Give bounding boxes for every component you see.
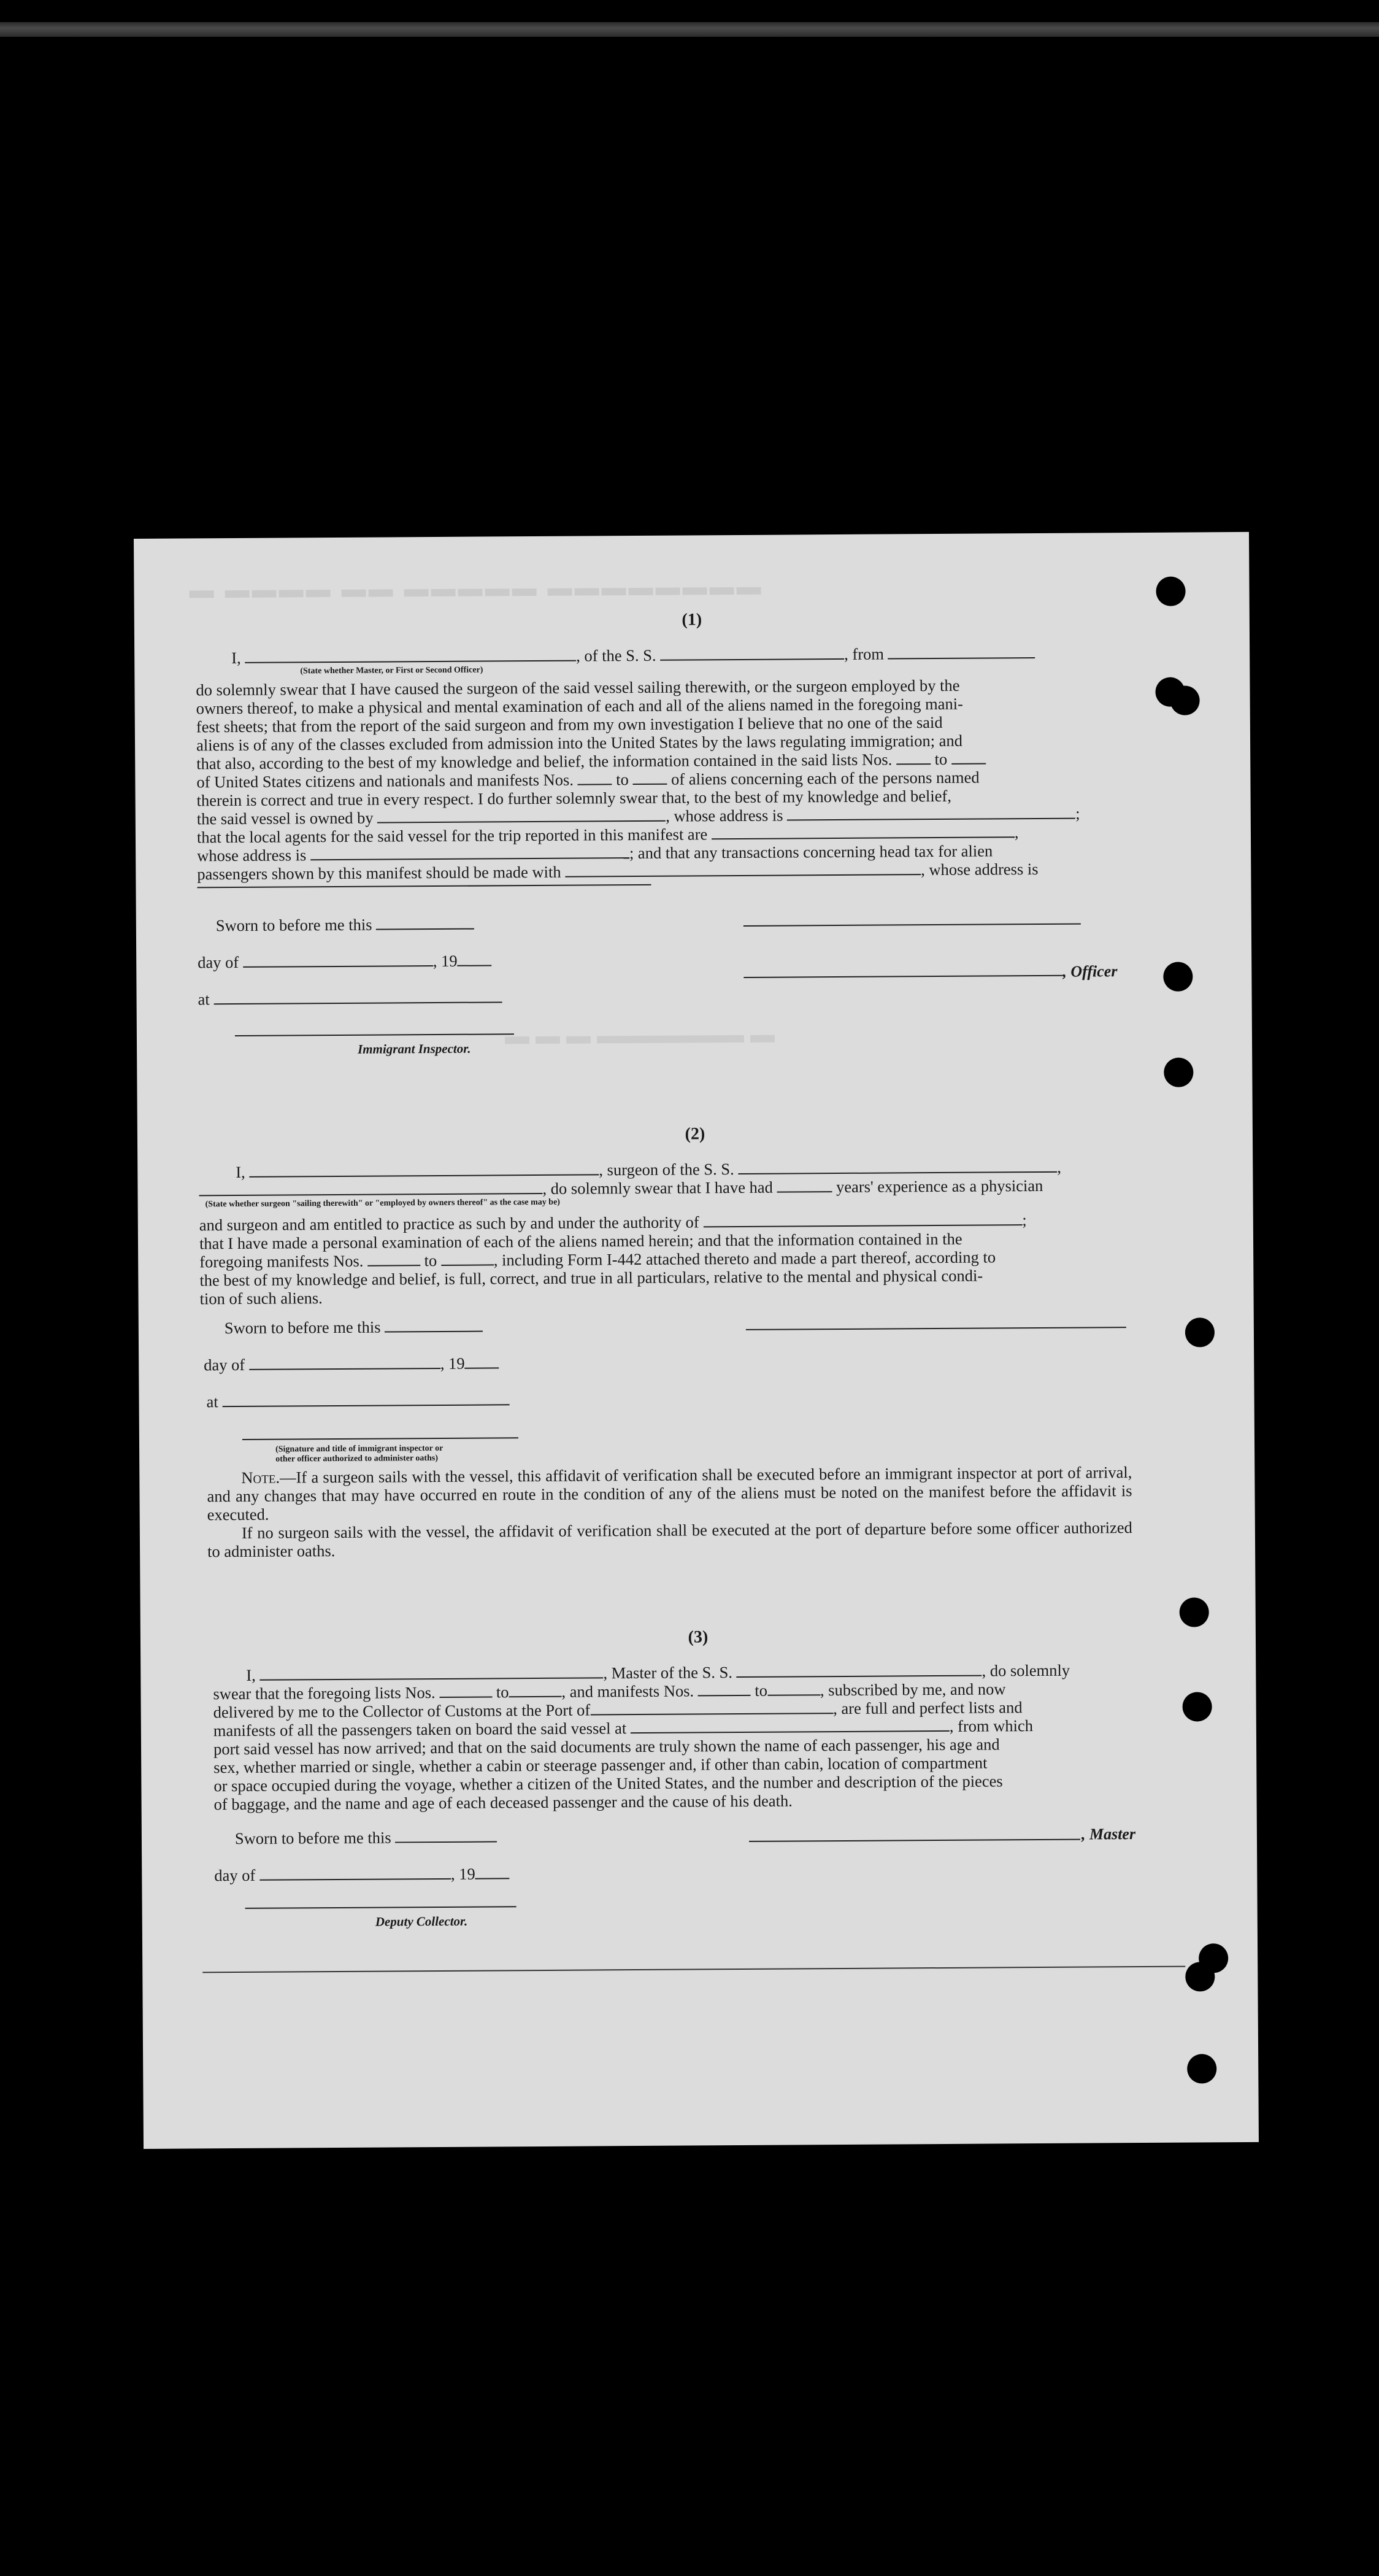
oath-body-line: owners thereof, to make a physical and mental examination of each and all of the aliens named in the foregoing mani- — [196, 694, 963, 718]
lists-to-field[interactable] — [509, 1683, 561, 1698]
at-place-field[interactable] — [222, 1390, 509, 1407]
authority-field[interactable] — [703, 1211, 1022, 1227]
note-text: .—If a surgeon sails with the vessel, this affidavit of verification shall be executed before an immigrant inspector at port of arrival, and any changes that may have occurred en route in the condition of any of the aliens must be noted on the manifest before the affidavit is executed. — [207, 1463, 1132, 1524]
officer-label: , Officer — [1062, 962, 1118, 981]
oath-body-line: fest sheets; that from the report of the said surgeon and from my own investigation I believe that no one of the said — [196, 712, 943, 736]
bleed-through-text: ▬ ▬▬▬▬ ▬▬ ▬▬▬▬▬ ▬▬▬▬▬▬▬▬ — [189, 572, 764, 604]
punch-hole — [1164, 1057, 1193, 1087]
section-number: (3) — [688, 1627, 709, 1647]
surgeon-signature-field[interactable] — [746, 1327, 1126, 1330]
manifests-from-field[interactable] — [698, 1681, 751, 1697]
note-label: Note — [241, 1468, 276, 1487]
agents-line: that the local agents for the said vessel for the trip reported in this manifest are , — [196, 823, 1019, 847]
month-field[interactable] — [259, 1865, 451, 1881]
inspector-label: Immigrant Inspector. — [358, 1041, 471, 1057]
sig-caption: (Signature and title of immigrant inspector or — [275, 1443, 444, 1454]
year-field[interactable] — [475, 1864, 510, 1879]
agents-address-field[interactable] — [310, 844, 629, 860]
surgeon-status-field[interactable] — [199, 1179, 542, 1196]
surgeon-body-line: the best of my knowledge and belief, is full, correct, and true in all particulars, relative to the mental and physical condi- — [199, 1266, 983, 1290]
note-text-2: If no surgeon sails with the vessel, the affidavit of verification shall be executed at the port of departure before some officer authorized to administer oaths. — [207, 1518, 1132, 1561]
punch-hole — [1183, 1692, 1212, 1721]
at-place-field[interactable] — [213, 988, 502, 1005]
master-label: , Master — [1081, 1825, 1136, 1843]
vessel-name-field[interactable] — [660, 645, 844, 661]
manifests-nos-line: of United States citizens and nationals and manifests Nos. to of aliens concerning each of the persons named — [196, 768, 980, 792]
port-field[interactable] — [590, 1699, 833, 1715]
at-line: at — [207, 1390, 510, 1411]
sworn-date-field[interactable] — [376, 915, 474, 930]
master-line-4: manifests of all the passengers taken on board the said vessel at , from which — [213, 1716, 1034, 1740]
master-line-2: swear that the foregoing lists Nos. to , and manifests Nos. to , subscribed by me, and now — [213, 1679, 1006, 1703]
master-body-line: of baggage, and the name and age of each deceased passenger and the cause of his death. — [213, 1791, 793, 1814]
officer-title-field[interactable] — [743, 975, 1062, 978]
surgeon-body-line: that I have made a personal examination of each of the aliens named herein; and that the information contained in the — [199, 1229, 962, 1253]
master-body-line: port said vessel has now arrived; and that on the said documents are truly shown the name of each passenger, his age and — [213, 1735, 1000, 1759]
month-field[interactable] — [249, 1354, 440, 1370]
master-signature-field[interactable] — [749, 1839, 1080, 1842]
manifest-nos-line: foregoing manifests Nos. to , including Form I-442 attached thereto and made a part thereof, according to — [199, 1248, 996, 1271]
surgeon-vessel-field[interactable] — [738, 1158, 1057, 1174]
lists-from-field[interactable] — [439, 1683, 492, 1698]
sworn-date-field[interactable] — [385, 1317, 483, 1333]
head-tax-party-field[interactable] — [565, 860, 921, 877]
officer-signature-field[interactable] — [743, 924, 1081, 927]
day-of-line: day of , 19 — [214, 1864, 510, 1884]
master-line-3: delivered by me to the Collector of Customs at the Port of , are full and perfect lists and — [213, 1698, 1023, 1722]
surgeon-status-caption: (State whether surgeon "sailing therewith" or "employed by owners thereof" as the case may be) — [205, 1197, 560, 1209]
surgeon-line-1: I, , surgeon of the S. S. , — [236, 1157, 1062, 1182]
punch-hole — [1185, 1317, 1215, 1347]
punch-hole — [1187, 2054, 1216, 2083]
years-experience-field[interactable] — [777, 1178, 832, 1193]
sworn-line: Sworn to before me this — [216, 915, 474, 935]
day-of-line: day of , 19 — [204, 1354, 499, 1374]
master-line-1: I, , Master of the S. S. , do solemnly — [246, 1660, 1070, 1684]
rank-caption: (State whether Master, or First or Second Officer) — [300, 665, 483, 676]
owner-field[interactable] — [377, 807, 666, 823]
head-tax-line: passengers shown by this manifest should be made with , whose address is — [197, 860, 1039, 884]
bleed-through-text-2: ▬ ▬ ▬ ▬▬▬▬▬▬ ▬ — [504, 1020, 775, 1050]
oath-line-1: I, , of the S. S. , from — [231, 643, 1115, 667]
lists-to-field[interactable] — [951, 750, 986, 765]
embark-port-field[interactable] — [631, 1717, 950, 1733]
year-field[interactable] — [457, 951, 491, 966]
surgeon-line-2: , do solemnly swear that I have had years' experience as a physician — [199, 1176, 1043, 1200]
name-field[interactable] — [245, 647, 576, 663]
deputy-signature-field[interactable] — [245, 1906, 517, 1909]
head-tax-address-field[interactable] — [197, 884, 651, 889]
manifests-from-field[interactable] — [577, 770, 612, 785]
manifests-to-field[interactable] — [767, 1681, 820, 1696]
punch-hole — [1170, 685, 1199, 715]
master-body-line: or space occupied during the voyage, whether a citizen of the United States, and the number and description of the pieces — [213, 1772, 1003, 1795]
film-edge — [0, 22, 1379, 37]
day-of-line: day of , 19 — [198, 951, 492, 971]
manifest-page — [134, 532, 1259, 2149]
owner-address-field[interactable] — [787, 804, 1075, 821]
master-body-line: sex, whether married or single, whether a cabin or steerage passenger and, if other than cabin, location of compartment — [213, 1753, 988, 1777]
master-vessel-field[interactable] — [736, 1662, 981, 1678]
from-port-field[interactable] — [888, 644, 1035, 659]
section-number: (1) — [682, 610, 702, 630]
punch-hole — [1163, 962, 1193, 991]
lists-nos-line: that also, according to the best of my knowledge and belief, the information contained in the said lists Nos. to — [196, 750, 986, 773]
authority-line: and surgeon and am entitled to practice as such by and under the authority of ; — [199, 1211, 1027, 1235]
manifest-to-field[interactable] — [441, 1251, 494, 1266]
note-paragraph — [207, 1463, 1132, 1560]
section-number: (2) — [685, 1124, 705, 1144]
at-line: at — [198, 988, 502, 1008]
deputy-label: Deputy Collector. — [375, 1913, 468, 1929]
punch-hole — [1185, 1962, 1215, 1991]
surgeon-name-field[interactable] — [249, 1160, 599, 1177]
sworn-date-field[interactable] — [395, 1827, 497, 1843]
punch-hole — [1180, 1597, 1209, 1627]
agents-address-line: whose address is ; and that any transactions concerning head tax for alien — [197, 841, 993, 865]
sworn-line: Sworn to before me this — [225, 1317, 483, 1338]
master-name-field[interactable] — [259, 1664, 603, 1680]
inspector-signature-field[interactable] — [235, 1033, 514, 1036]
sig-caption: other officer authorized to administer oaths) — [275, 1453, 439, 1464]
oath-body-line: therein is correct and true in every respect. I do further solemnly swear that, to the best of my knowledge and belief, — [196, 786, 952, 810]
bottom-rule — [202, 1966, 1185, 1973]
lists-from-field[interactable] — [896, 750, 931, 765]
sworn-line: Sworn to before me this — [235, 1827, 497, 1848]
punch-hole — [1156, 577, 1185, 606]
surgeon-body-line: tion of such aliens. — [199, 1289, 323, 1308]
section-1-master-affidavit — [134, 532, 1249, 1057]
manifests-to-field[interactable] — [632, 770, 667, 785]
official-signature-field[interactable] — [242, 1437, 518, 1440]
year-field[interactable] — [464, 1354, 499, 1368]
oath-body-line: aliens is of any of the classes excluded from admission into the United States by the laws regulating immigration; and — [196, 731, 963, 755]
agents-field[interactable] — [712, 823, 1015, 839]
owned-by-line: the said vessel is owned by , whose address is ; — [196, 804, 1080, 828]
month-field[interactable] — [243, 952, 433, 968]
manifest-from-field[interactable] — [367, 1251, 420, 1267]
oath-body-line: do solemnly swear that I have caused the surgeon of the said vessel sailing therewith, or the surgeon employed by the — [196, 676, 960, 700]
